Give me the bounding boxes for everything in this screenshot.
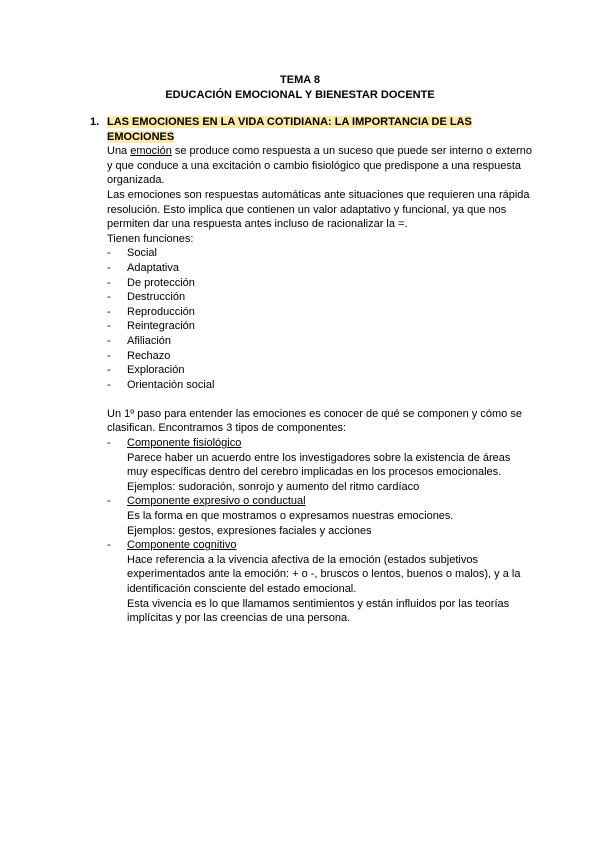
bullet-dash-icon: -	[107, 539, 111, 552]
list-item	[90, 319, 530, 334]
bullet-dash-icon: -	[107, 364, 111, 377]
doc-title: EDUCACIÓN EMOCIONAL Y BIENESTAR DOCENTE	[165, 89, 435, 101]
section-number: 1.	[90, 116, 100, 128]
bullet-dash-icon: -	[107, 495, 111, 508]
section-heading-text-wrap	[107, 115, 530, 144]
bullet-dash-icon: -	[107, 261, 111, 274]
list-item-text: Rechazo	[127, 349, 171, 362]
paragraph-text: Una	[107, 145, 131, 158]
component-item	[90, 494, 530, 538]
list-item	[90, 305, 530, 320]
section-heading-text: LAS EMOCIONES EN LA VIDA COTIDIANA: LA IMPORTANCIA DE LAS EMOCIONES	[107, 116, 472, 143]
paragraph-text: se produce como respuesta a un suceso que puede ser interno o externo y que conduce a una excitación o cambio fisiológico que predispone a una respuesta organizada.	[107, 145, 533, 187]
bullet-dash-icon: -	[107, 334, 111, 347]
list-item-text: Adaptativa	[127, 261, 179, 274]
paragraph-automatic: Las emociones son respuestas automáticas ante situaciones que requieren una rápida resolución. Esto implica que contienen un valor adaptativo y funcional, ya que nos permiten dar una respuesta antes incluso de racionalizar la =.	[107, 188, 530, 231]
section-body-2	[107, 407, 532, 436]
functions-intro: Tienen funciones:	[107, 232, 194, 245]
doc-topic-label: TEMA 8	[280, 74, 320, 86]
list-item	[90, 363, 530, 378]
component-item	[90, 538, 530, 626]
bullet-dash-icon: -	[107, 437, 111, 450]
list-item-text: De protección	[127, 276, 195, 289]
list-item-text: Destrucción	[127, 291, 186, 304]
bullet-dash-icon: -	[107, 305, 111, 318]
component-body	[127, 494, 530, 538]
component-item	[90, 436, 530, 494]
bullet-dash-icon: -	[107, 349, 111, 362]
functions-list	[90, 246, 530, 392]
list-item	[90, 334, 530, 349]
component-line: Ejemplos: gestos, expresiones faciales y acciones	[127, 524, 372, 537]
list-item-text: Social	[127, 247, 157, 260]
components-list	[90, 436, 530, 626]
component-line: Hace referencia a la vivencia afectiva de la emoción (estados subjetivos experimentados ante la emoción: + o -, bruscos o lentos, buenos o malos), y a la identificación consciente del estado emocional.	[127, 553, 521, 595]
list-item	[90, 290, 530, 305]
component-line: Parece haber un acuerdo entre los investigadores sobre la existencia de áreas muy específicas dentro del cerebro implicadas en los procesos emocionales.	[127, 451, 511, 479]
bullet-dash-icon: -	[107, 378, 111, 391]
bullet-dash-icon: -	[107, 291, 111, 304]
list-item-text: Reproducción	[127, 305, 195, 318]
list-item	[90, 378, 530, 393]
bullet-dash-icon: -	[107, 320, 111, 333]
spacer	[90, 392, 530, 407]
list-item-text: Afiliación	[127, 334, 172, 347]
component-line: Esta vivencia es lo que llamamos sentimientos y están influidos por las teorías implícitas y por las creencias de una persona.	[127, 597, 510, 625]
list-item-text: Exploración	[127, 364, 185, 377]
component-line: Es la forma en que mostramos o expresamos nuestras emociones.	[127, 510, 454, 523]
list-item	[90, 246, 530, 261]
list-item	[90, 261, 530, 276]
component-title: Componente expresivo o conductual	[127, 495, 306, 508]
list-item	[90, 349, 530, 364]
bullet-dash-icon: -	[107, 247, 111, 260]
component-line: Ejemplos: sudoración, sonrojo y aumento del ritmo cardíaco	[127, 480, 420, 493]
list-item-text: Orientación social	[127, 378, 215, 391]
section-body	[107, 144, 532, 246]
component-title: Componente fisiológico	[127, 437, 242, 450]
term-emocion: emoción	[130, 145, 172, 158]
section-1	[90, 115, 533, 626]
bullet-dash-icon: -	[107, 276, 111, 289]
paragraph-definition	[107, 144, 532, 188]
list-item-text: Reintegración	[127, 320, 195, 333]
list-item	[90, 276, 530, 291]
section-heading	[90, 115, 530, 144]
component-title: Componente cognitivo	[127, 539, 237, 552]
component-body	[127, 436, 530, 494]
component-body	[127, 538, 530, 626]
paragraph-components-intro: Un 1º paso para entender las emociones es conocer de qué se componen y cómo se clasifican. Encontramos 3 tipos de componentes:	[107, 407, 522, 435]
